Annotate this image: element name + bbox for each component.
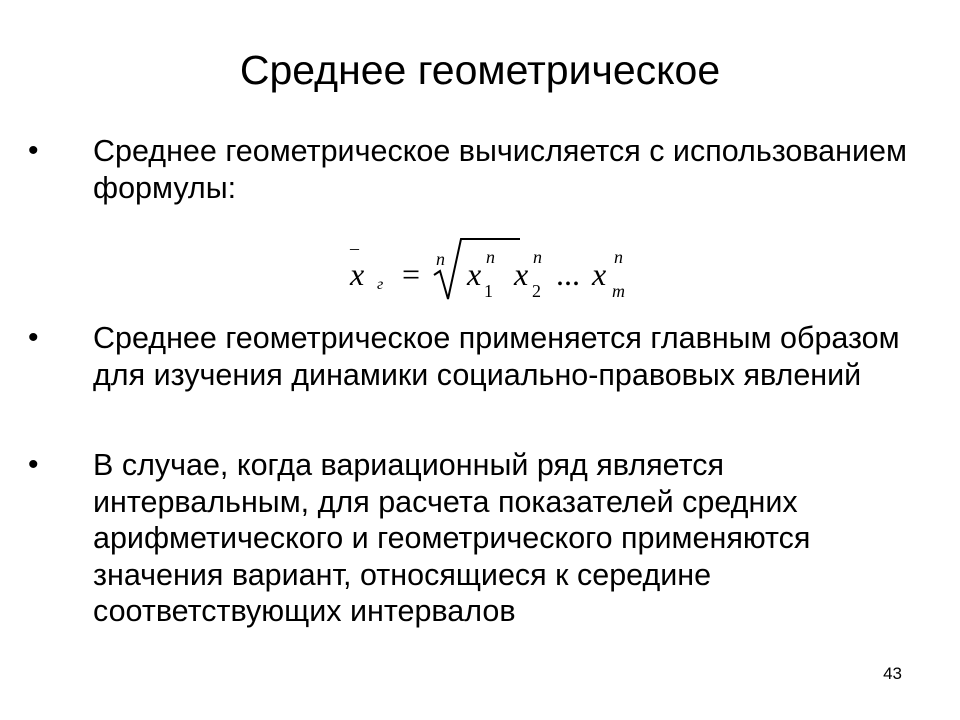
formula-last-sub: m	[612, 281, 625, 301]
formula-term1-base: x	[467, 256, 482, 292]
bullet-marker: •	[28, 448, 39, 481]
bullet-marker: •	[28, 321, 39, 354]
formula-last-exp: n	[614, 247, 623, 267]
formula-last-base: x	[592, 256, 607, 292]
geometric-mean-formula	[330, 225, 650, 315]
formula-root-index: n	[436, 249, 445, 269]
formula-bar: –	[350, 238, 359, 258]
formula-lhs-sub: г	[377, 276, 384, 293]
formula-lhs-x: x	[350, 256, 365, 292]
formula-term2-base: x	[514, 256, 529, 292]
bullet-text-interval: В случае, когда вариационный ряд является интервальным, для расчета показателей средних арифметического и геометрического применяются значения вариант, относящиеся к середине соответствующих интервалов	[93, 448, 811, 628]
bullet-text-application: Среднее геометрическое применяется главным образом для изучения динамики социально-правовых явлений	[93, 321, 900, 392]
formula-term1-sub: 1	[484, 281, 493, 301]
page-number: 43	[883, 664, 902, 683]
formula-svg	[330, 225, 650, 315]
bullet-text-formula-intro: Среднее геометрическое вычисляется с использованием формулы:	[93, 134, 907, 205]
formula-term2-sub: 2	[532, 281, 541, 301]
slide-title: Среднее геометрическое	[239, 47, 721, 93]
bullet-marker: •	[28, 134, 39, 167]
formula-ellipsis: ...	[556, 256, 580, 292]
formula-term2-exp: n	[533, 247, 542, 267]
formula-term1-exp: n	[486, 247, 495, 267]
formula-equals: =	[402, 256, 421, 292]
